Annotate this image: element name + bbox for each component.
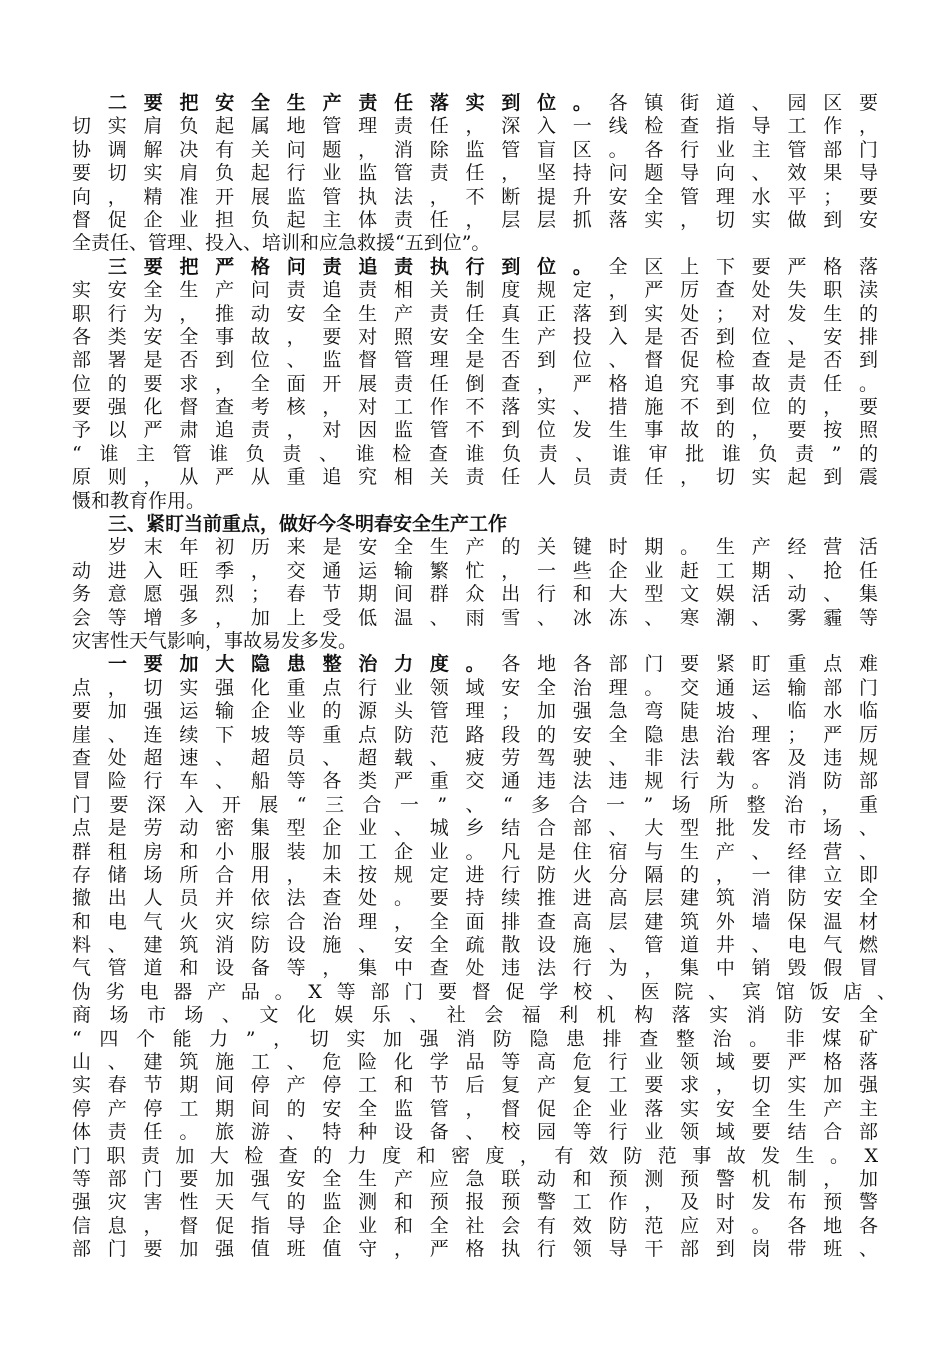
body-text: 存储场所合用，未按规定进行防火分隔的，一律立即 — [72, 863, 878, 886]
text-line — [72, 1238, 878, 1261]
body-text: 山、建筑施工、危险化学品等高危行业领域要严格落 — [72, 1051, 878, 1074]
body-text: 会等增多，加上受低温、雨雪、冰冻、寒潮、雾霾等 — [72, 606, 878, 629]
text-line-content — [72, 677, 878, 700]
text-line-content — [72, 1004, 878, 1027]
text-line-content — [72, 583, 878, 606]
text-line — [72, 794, 878, 817]
text-line-content — [72, 841, 878, 864]
body-text: 督促企业担负起主体责任，层层抓落实，切实做到安 — [72, 208, 878, 231]
document-body — [72, 92, 896, 1262]
text-line-content — [72, 1145, 878, 1168]
bold-heading-text: 三、紧盯当前重点，做好今冬明春安全生产工作 — [108, 513, 508, 536]
text-line — [72, 1051, 878, 1074]
body-text: 群租房和小服装加工企业。凡是住宿与生产、经营、 — [72, 840, 878, 863]
body-text: 各镇街道、园区要 — [608, 92, 878, 114]
text-line-content — [72, 747, 878, 770]
text-line-content — [72, 607, 878, 630]
text-line — [72, 841, 878, 864]
text-line-content — [72, 349, 878, 372]
body-text: 实安全生产问责追责相关制度规定，严厉查处失职渎 — [72, 279, 878, 302]
text-line-content — [72, 981, 896, 1004]
text-line — [72, 303, 878, 326]
text-line-content — [72, 443, 878, 466]
text-line-content — [72, 115, 878, 138]
body-text: 位的要求，全面开展责任倒查，严格追究事故责任。 — [72, 372, 878, 395]
text-line-content — [72, 303, 878, 326]
text-line — [72, 1191, 878, 1214]
text-line-content — [72, 209, 878, 232]
body-text: 和电气火灾综合治理，全面排查高层建筑外墙保温材 — [72, 910, 878, 933]
text-line-content — [72, 396, 878, 419]
body-text: 部署是否到位、监督管理是否到位、督促检查是否到 — [72, 349, 878, 372]
body-text: 点，切实强化重点行业领域安全治理。交通运输部门 — [72, 676, 878, 699]
text-line-content — [72, 1215, 878, 1238]
text-line — [72, 209, 878, 232]
text-line-content — [72, 957, 878, 980]
body-text: 部门要加强值班值守，严格执行领导干部到岗带班、 — [72, 1238, 878, 1261]
body-text: 全区上下要严格落 — [608, 255, 878, 278]
text-line — [72, 1098, 878, 1121]
bold-heading-text: 三要把严格问责追责执行到位。 — [108, 255, 609, 278]
body-text: 停产停工期间的安全监管，督促企业落实安全生产主 — [72, 1097, 878, 1120]
text-line-content — [72, 560, 878, 583]
text-line-content — [72, 630, 878, 653]
body-text: 要加强运输企业的源头管理；加强急弯陡坡、临水临 — [72, 700, 878, 723]
body-text: 各地各部门要紧盯重点难 — [501, 653, 878, 676]
text-line-content — [72, 724, 878, 747]
text-line-content — [108, 256, 878, 279]
text-line — [72, 139, 878, 162]
body-text: 撤出人员并依法查处。要持续推进高层建筑消防安全 — [72, 887, 878, 910]
body-text: 料、建筑消防设施、安全疏散设施、管道井、电气燃 — [72, 934, 878, 957]
body-text: 原则，从严从重追究相关责任人员责任，切实起到震 — [72, 466, 878, 489]
text-line — [72, 373, 878, 396]
text-line — [72, 536, 878, 559]
body-text: 动进入旺季，交通运输繁忙，一些企业赶工期、抢任 — [72, 559, 878, 582]
text-line-content — [72, 794, 878, 817]
text-line — [72, 349, 878, 372]
text-line — [72, 396, 878, 419]
body-text: 点是劳动密集型企业、城乡结合部、大型批发市场、 — [72, 817, 878, 840]
text-line-content — [72, 700, 878, 723]
text-line-content — [108, 536, 878, 559]
text-line — [72, 1215, 878, 1238]
text-line — [72, 980, 896, 1004]
text-line-content — [108, 653, 878, 676]
body-text: 查处超速、超员、超载、疲劳驾驶、非法载客及违规 — [72, 746, 878, 769]
text-line-content — [72, 139, 878, 162]
text-line — [72, 466, 878, 489]
body-text: 门职责加大检查的力度和密度，有效防范事故发生。X — [72, 1144, 878, 1167]
body-text: 岁末年初历来是安全生产的关键时期。生产经营活 — [108, 536, 878, 559]
text-line — [72, 560, 878, 583]
text-line-content — [72, 186, 878, 209]
text-line — [72, 653, 878, 676]
body-text: 冒险行车、船等各类严重交通违法违规行为。消防部 — [72, 770, 878, 793]
text-line-content — [72, 326, 878, 349]
text-line — [72, 232, 878, 255]
text-line-content — [72, 911, 878, 934]
text-line-content — [72, 887, 878, 910]
text-line — [72, 817, 878, 840]
text-line-content — [72, 490, 878, 513]
text-line — [72, 1121, 878, 1144]
body-text: 强灾害性天气的监测和预报预警工作，及时发布预警 — [72, 1191, 878, 1214]
text-line — [72, 326, 878, 349]
body-text: 全责任、管理、投入、培训和应急救援“五到位”。 — [72, 232, 491, 255]
body-text: 实春节期间停产停工和节后复产复工要求，切实加强 — [72, 1074, 878, 1097]
text-line — [72, 92, 878, 115]
text-line — [72, 957, 878, 980]
body-text: 慑和教育作用。 — [72, 489, 206, 512]
text-line — [72, 864, 878, 887]
text-line-content — [72, 279, 878, 302]
text-line-content — [72, 162, 878, 185]
text-line-content — [72, 373, 878, 396]
text-line — [72, 607, 878, 630]
text-line — [72, 513, 878, 536]
body-text: 协调解决有关问题，消除监管盲区。各行业主管部门 — [72, 138, 878, 161]
body-text: 等部门要加强安全生产应急联动和预测预警机制，加 — [72, 1167, 878, 1190]
text-line — [72, 583, 878, 606]
text-line — [72, 770, 878, 793]
body-text: 气管道和设备等，集中查处违法行为，集中销毁假冒 — [72, 957, 878, 980]
body-text: 体责任。旅游、特种设备、校园等行业领域要结合部 — [72, 1121, 878, 1144]
text-line-content — [72, 817, 878, 840]
text-line — [72, 443, 878, 466]
bold-heading-text: 二要把安全生产责任落实到位。 — [108, 92, 609, 114]
text-line — [72, 911, 878, 934]
text-line-content — [72, 1074, 878, 1097]
text-line — [72, 724, 878, 747]
body-text: “谁主管谁负责、谁检查谁负责、谁审批谁负责”的 — [72, 442, 878, 465]
text-line-content — [72, 1191, 878, 1214]
text-line — [72, 1145, 878, 1168]
text-line-content — [108, 92, 878, 115]
text-line — [72, 677, 878, 700]
text-line-content — [108, 513, 878, 536]
text-line — [72, 162, 878, 185]
body-text: 职行为，推动安全生产责任真正落到实处；对发生的 — [72, 302, 878, 325]
text-line-content — [72, 770, 878, 793]
text-line — [72, 490, 878, 513]
text-line — [72, 279, 878, 302]
body-text: 各类安全事故，要对照安全生产投入是否到位、安排 — [72, 325, 878, 348]
body-text: 商场市场、文化娱乐、社会福利机构落实消防安全 — [72, 1004, 878, 1027]
text-line — [72, 256, 878, 279]
text-line — [72, 630, 878, 653]
body-text: 灾害性天气影响，事故易发多发。 — [72, 629, 358, 652]
text-line — [72, 419, 878, 442]
body-text: 信息，督促指导企业和全社会有效防范应对。各地各 — [72, 1214, 878, 1237]
body-text: 要强化督查考核，对工作不落实、措施不到位的，要 — [72, 396, 878, 419]
text-line-content — [72, 466, 878, 489]
text-line-content — [72, 1028, 878, 1051]
text-line — [72, 1074, 878, 1097]
text-line-content — [72, 1121, 878, 1144]
body-text: 要切实肩负起行业监管责任，坚持问题导向、效果导 — [72, 162, 878, 185]
text-line-content — [72, 419, 878, 442]
text-line-content — [72, 934, 878, 957]
body-text: 予以严肃追责，对因监管不到位发生事故的，要按照 — [72, 419, 878, 442]
text-line — [72, 1168, 878, 1191]
body-text: 务意愿强烈；春节期间群众出行和大型文娱活动、集 — [72, 583, 878, 606]
text-line — [72, 700, 878, 723]
text-line — [72, 1004, 878, 1027]
text-line-content — [72, 1238, 878, 1261]
text-line-content — [72, 1098, 878, 1121]
body-text: 切实肩负起属地管理责任，深入一线检查指导工作， — [72, 115, 878, 138]
body-text: “四个能力”，切实加强消防隐患排查整治。非煤矿 — [72, 1027, 878, 1050]
text-line — [72, 1028, 878, 1051]
text-line — [72, 747, 878, 770]
body-text: 伪劣电器产品。X等部门要督促学校、医院、宾馆饭店、 — [72, 980, 896, 1003]
body-text: 向，精准开展监管执法，不断提升安全管理水平；要 — [72, 185, 878, 208]
text-line — [72, 115, 878, 138]
body-text: 门要深入开展“三合一”、“多合一”场所整治，重 — [72, 793, 878, 816]
text-line-content — [72, 1168, 878, 1191]
bold-heading-text: 一要加大隐患整治力度。 — [108, 653, 502, 676]
text-line-content — [72, 864, 878, 887]
text-line-content — [72, 232, 878, 255]
text-line-content — [72, 1051, 878, 1074]
body-text: 崖、连续下坡等重点防范路段的安全隐患治理；严厉 — [72, 723, 878, 746]
text-line — [72, 887, 878, 910]
text-line — [72, 934, 878, 957]
text-line — [72, 186, 878, 209]
